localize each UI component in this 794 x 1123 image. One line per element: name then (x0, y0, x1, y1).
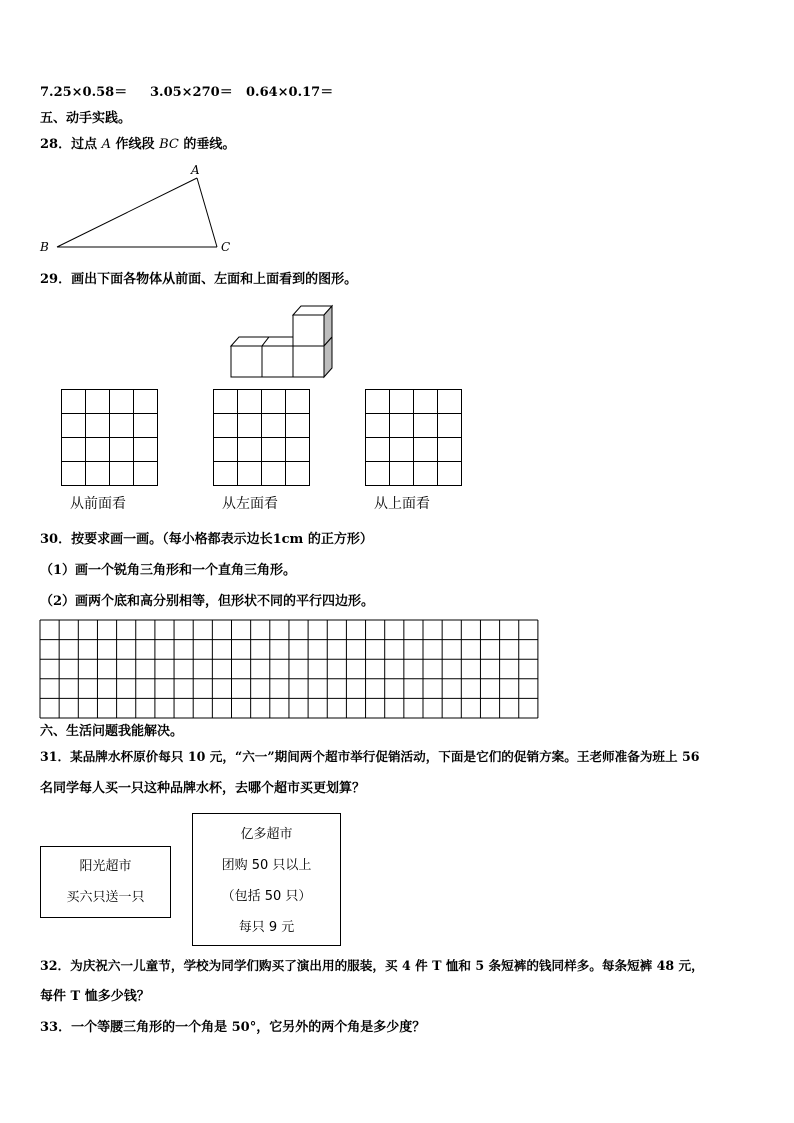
label-b: B (40, 240, 49, 254)
q30-text: 30．按要求画一画。（每小格都表示边长1cm 的正方形） (40, 532, 373, 547)
store-box-yangguang (40, 846, 171, 918)
q32-line1: 32．为庆祝六一儿童节，学校为同学们购买了演出用的服装，买 4 件 T 恤和 5 条短裤的钱同样多。每条短裤 48 元， (40, 958, 704, 973)
section-6-title: 六、生活问题我能解决。 (40, 724, 184, 739)
q31-line2: 名同学每人买一只这种品牌水杯，去哪个超市买更划算？ (40, 781, 366, 796)
calc-item-2: 3.05×270＝ (150, 85, 233, 100)
label-front-view: 从前面看 (70, 496, 126, 512)
store1-name: 阳光超市 (79, 859, 132, 874)
store-box-yiduo (192, 813, 341, 946)
label-c: C (221, 240, 231, 254)
label-top-view: 从上面看 (374, 496, 430, 512)
calc-item-1: 7.25×0.58＝ (40, 85, 128, 100)
store2-name: 亿多超市 (240, 827, 293, 842)
q33-text: 33．一个等腰三角形的一个角是 50°，它另外的两个角是多少度？ (40, 1020, 426, 1035)
store2-line2: （包括 50 只） (221, 889, 312, 904)
q32-line2: 每件 T 恤多少钱？ (40, 989, 150, 1004)
q29-text: 29．画出下面各物体从前面、左面和上面看到的图形。 (40, 272, 358, 287)
store1-offer: 买六只送一只 (66, 890, 145, 905)
q30-sub1: （1）画一个锐角三角形和一个直角三角形。 (40, 563, 297, 578)
q31-line1: 31．某品牌水杯原价每只 10 元，“六一”期间两个超市举行促销活动，下面是它们的促销方案。王老师准备为班上 56 (40, 749, 700, 764)
calc-item-3: 0.64×0.17＝ (246, 85, 334, 100)
q28-text: 28．过点 A 作线段 BC 的垂线。 (40, 137, 236, 152)
store2-line1: 团购 50 只以上 (221, 858, 312, 873)
label-a: A (191, 163, 200, 177)
store2-line3: 每只 9 元 (238, 920, 295, 935)
label-left-view: 从左面看 (222, 496, 278, 512)
q30-sub2: （2）画两个底和高分别相等，但形状不同的平行四边形。 (40, 594, 375, 609)
section-5-title: 五、动手实践。 (40, 111, 132, 126)
